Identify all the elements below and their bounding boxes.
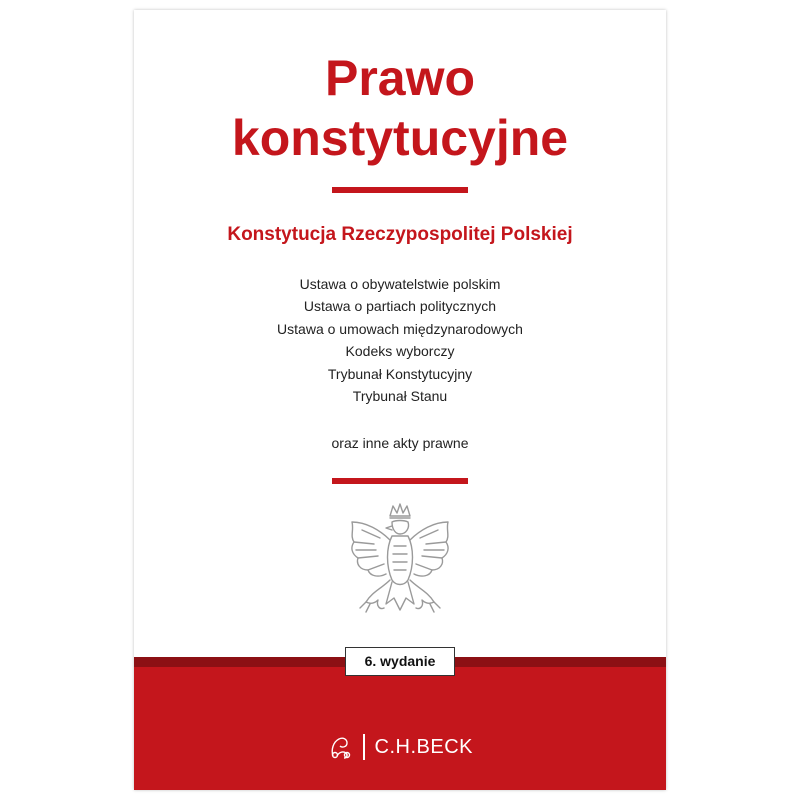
polish-eagle-icon — [340, 500, 460, 635]
title-line-1: Prawo — [324, 50, 476, 106]
act-item: Kodeks wyborczy — [345, 343, 455, 360]
edition-badge: 6. wydanie — [345, 647, 455, 676]
subtitle: Konstytucja Rzeczypospolitej Polskiej — [227, 224, 573, 245]
publisher-name: C.H.BECK — [374, 735, 473, 758]
red-footer-block — [134, 667, 666, 790]
publisher-mark — [134, 734, 666, 760]
publisher-separator — [363, 734, 365, 760]
act-item: Ustawa o obywatelstwie polskim — [299, 276, 501, 292]
act-item: Trybunał Konstytucyjny — [327, 365, 473, 382]
title-line-2: konstytucyjne — [231, 110, 569, 166]
book-title — [134, 48, 666, 168]
middle-divider — [332, 478, 468, 484]
top-divider — [332, 187, 468, 193]
act-item: Ustawa o umowach międzynarodowych — [277, 320, 523, 337]
ch-beck-logo-icon — [327, 734, 353, 760]
book-cover — [134, 10, 666, 790]
act-item: Trybunał Stanu — [352, 388, 448, 405]
acts-list — [134, 273, 666, 407]
act-item: Ustawa o partiach politycznych — [303, 298, 497, 315]
other-acts-note: oraz inne akty prawne — [331, 435, 469, 451]
